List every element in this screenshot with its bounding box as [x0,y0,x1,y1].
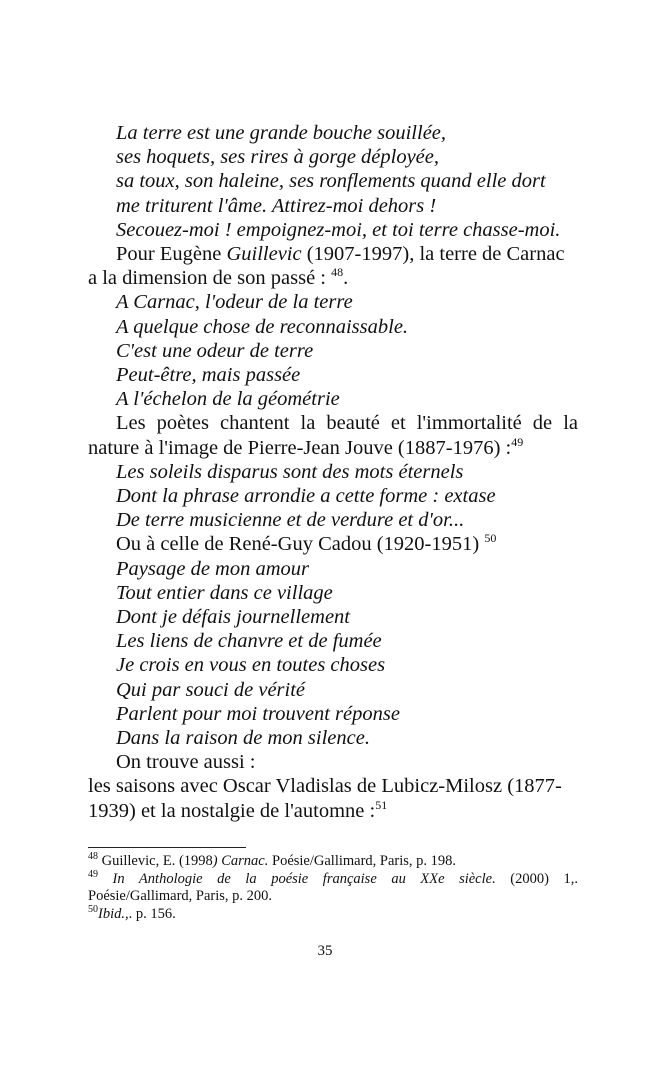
poem-line: sa toux, son haleine, ses ronflements quand elle dort [116,170,546,193]
poem-line: La terre est une grande bouche souillée, [116,122,447,144]
footnote-ref-51[interactable]: 51 [375,797,388,812]
poem-line: De terre musicienne et de verdure et d'or... [116,509,465,532]
paragraph-line: les saisons avec Oscar Vladislas de Lubicz-Milosz (1877- [88,775,562,798]
main-text [88,121,578,823]
footnote-ref-48[interactable]: 48 [331,265,344,280]
poem-line: Secouez-moi ! empoignez-moi, et toi terre chasse-moi. [116,218,561,241]
footnote-number: 48 [88,851,98,863]
paragraph-line: On trouve aussi : [116,751,256,774]
poem-line: Dont je défais journellement [116,606,350,629]
poem-line: Dans la raison de mon silence. [116,727,370,750]
paragraph-line: Pour Eugène Guillevic (1907-1997), la terre de Carnac [116,243,565,266]
paragraph-line: a la dimension de son passé : $^{48}$. [88,265,349,290]
footnote-49-continued: Poésie/Gallimard, Paris, p. 200. [88,888,273,904]
paragraph-milosz [88,750,578,823]
paragraph-cadou [88,532,578,556]
poem-line: Peut-être, mais passée [116,364,301,387]
poem-line: Je crois en vous en toutes choses [116,654,386,677]
paragraph-guillevic [88,242,578,290]
poem-line: Dont la phrase arrondie a cette forme : extase [116,485,496,508]
poem-line: Les soleils disparus sont des mots éternels [116,460,464,483]
paragraph-line: Ou à celle de René-Guy Cadou (1920-1951) $^{50}$ [116,531,497,556]
poem-line: ses hoquets, ses rires à gorge déployée, [116,146,440,169]
poem-line: A Carnac, l'odeur de la terre [116,291,353,314]
poem-line: C'est une odeur de terre [116,339,314,362]
author-name: Guillevic [226,243,302,266]
poem-line: A quelque chose de reconnaissable. [116,315,409,338]
footnote-50: $^{50}$Ibid.,. p. 156. [88,903,176,922]
paragraph-line: 1939) et la nostalgie de l'automne :$^{51}$ [88,797,388,822]
footnote-ref-49[interactable]: 49 [511,434,524,449]
footnote-48: $^{48}$ Guillevic, E. (1998) Carnac. Poésie/Gallimard, Paris, p. 198. [88,851,457,869]
poem-line: Paysage de mon amour [116,557,310,580]
paragraph-line: nature à l'image de Pierre-Jean Jouve (1887-1976) :$^{49}$ [88,434,524,459]
footnote-number: 50 [88,903,98,915]
poem-line: me triturent l'âme. Attirez-moi dehors ! [116,194,437,217]
paragraph-line: Les poètes chantent la beauté et l'immortalité de la [116,412,578,435]
poem-line: Les liens de chanvre et de fumée [116,630,382,653]
page-number: 35 [317,943,333,959]
poem-guillevic-terre [88,121,578,242]
poem-line: Parlent pour moi trouvent réponse [116,702,400,725]
footnote-number: 49 [88,868,98,880]
paragraph-jouve [88,411,578,459]
footnote-separator [88,847,246,848]
poem-line: A l'échelon de la géométrie [116,388,340,411]
poem-line: Tout entier dans ce village [116,581,333,604]
footnote-49: $^{49}$ In Anthologie de la poésie française au XXe siècle. (2000) 1,. [88,868,578,887]
footnote-ref-50[interactable]: 50 [484,531,497,546]
poem-carnac [88,290,578,411]
poem-cadou [88,557,578,751]
poem-jouve [88,460,578,533]
poem-line: Qui par souci de vérité [116,678,306,701]
footnotes [88,853,578,923]
